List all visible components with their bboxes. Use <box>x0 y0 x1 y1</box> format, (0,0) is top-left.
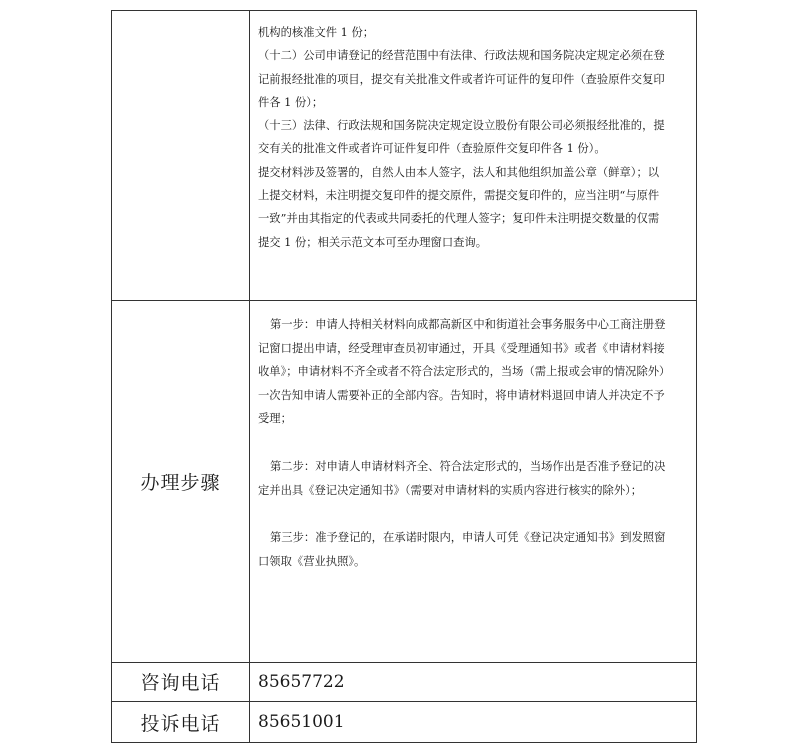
materials-line: （十三）法律、行政法规和国务院决定规定设立股份有限公司必须报经批准的，提 <box>258 119 665 133</box>
step1-line: 受理； <box>258 412 292 426</box>
step2-line: 第二步：对申请人申请材料齐全、符合法定形式的，当场作出是否准予登记的决 <box>270 459 666 473</box>
consult-phone-label: 咨询电话 <box>140 672 221 694</box>
info-table <box>111 10 697 743</box>
steps-content <box>258 313 688 573</box>
step1-line: 记窗口提出申请，经受理审查员初审通过，开具《受理通知书》或者《申请材料接 <box>258 341 665 355</box>
complaint-phone-label: 投诉电话 <box>140 712 221 735</box>
materials-line: 上提交材料，未注明提交复印件的提交原件，需提交复印件的，应当注明“与原件 <box>258 189 660 203</box>
complaint-phone-value: 85651001 <box>258 712 345 732</box>
materials-line: （十二）公司申请登记的经营范围中有法律、行政法规和国务院决定规定必须在登 <box>258 49 665 63</box>
step3-line: 第三步：准予登记的，在承诺时限内，申请人可凭《登记决定通知书》到发照窗 <box>270 531 666 545</box>
step1-line: 收单》；申请材料不齐全或者不符合法定形式的，当场（需上报或会审的情况除外） <box>258 365 671 379</box>
step1-line: 第一步：申请人持相关材料向成都高新区中和街道社会事务服务中心工商注册登 <box>270 318 666 331</box>
materials-line: 提交 1 份；相关示范文本可至办理窗口查询。 <box>258 235 488 249</box>
materials-list <box>258 21 688 254</box>
materials-line: 件各 1 份）； <box>258 95 324 109</box>
consult-phone-value: 85657722 <box>258 671 345 692</box>
materials-line: 记前报经批准的项目，提交有关批准文件或者许可证件的复印件（查验原件交复印 <box>258 72 665 86</box>
steps-label: 办理步骤 <box>140 471 221 494</box>
materials-line: 交有关的批准文件或者许可证件复印件（查验原件交复印件各 1 份）。 <box>258 142 606 156</box>
step1-line: 一次告知申请人需要补正的全部内容。告知时，将申请材料退回申请人并决定不予 <box>258 388 665 402</box>
materials-line: 提交材料涉及签署的，自然人由本人签字，法人和其他组织加盖公章（鲜章）；以 <box>258 165 660 179</box>
step2-line: 定并出具《登记决定通知书》（需要对申请材料的实质内容进行核实的除外）； <box>258 483 643 497</box>
step3-line: 口领取《营业执照》。 <box>258 554 366 568</box>
column-divider <box>249 11 250 742</box>
materials-line: 机构的核准文件 1 份； <box>258 26 375 39</box>
materials-line: 一致”并由其指定的代表或共同委托的代理人签字；复印件未注明提交数量的仅需 <box>258 212 660 226</box>
